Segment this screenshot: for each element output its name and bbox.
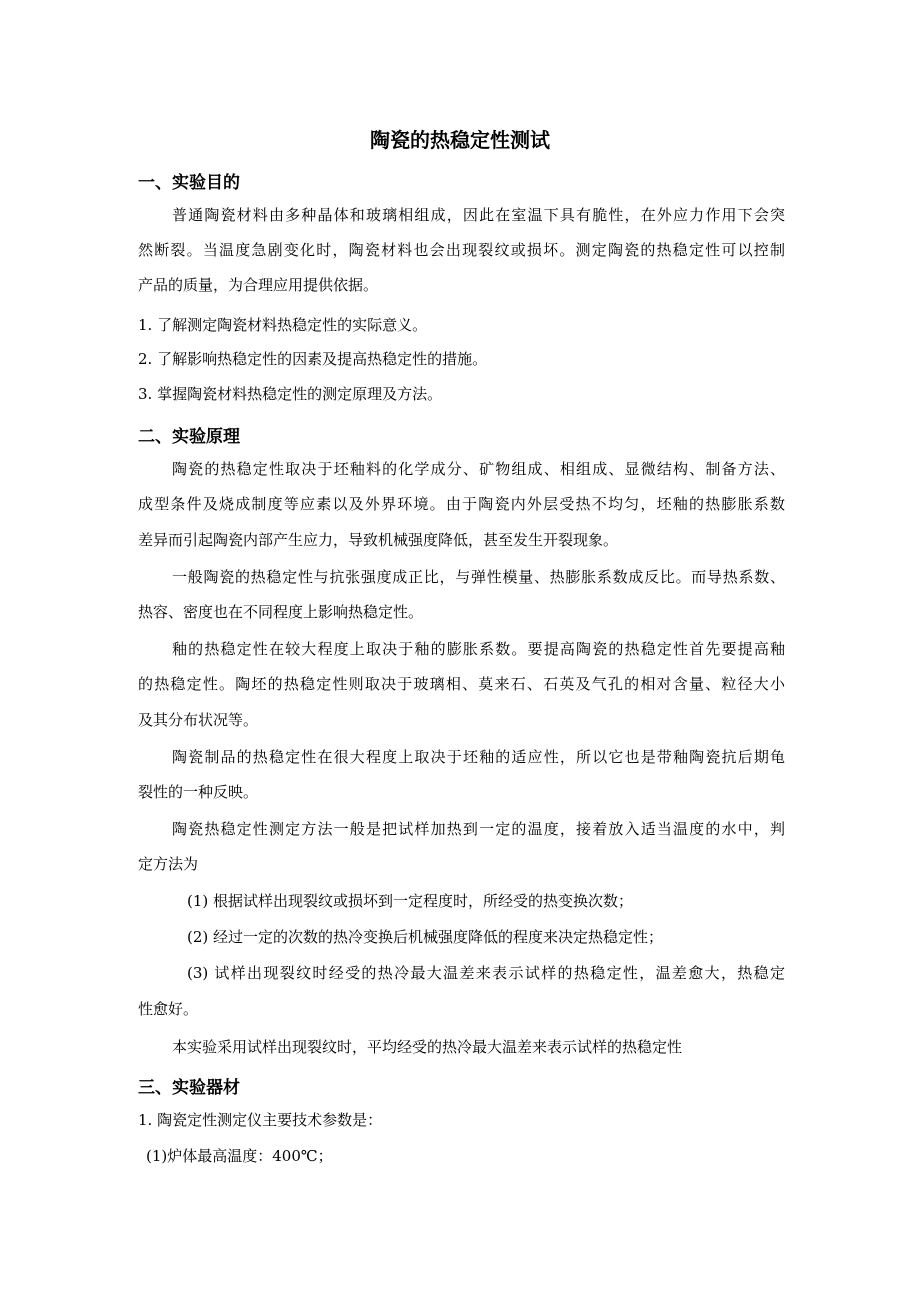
paragraph-line: 普通陶瓷材料由多种晶体和玻璃相组成，因此在室温下具有脆性，在外应力作用下会突 <box>172 206 785 224</box>
document-title: 陶瓷的热稳定性测试 <box>370 128 550 152</box>
paragraph-line: 陶瓷制品的热稳定性在很大程度上取决于坯釉的适应性，所以它也是带釉陶瓷抗后期龟 <box>172 748 785 766</box>
paragraph-line: 的热稳定性。陶坯的热稳定性则取决于玻璃相、莫来石、石英及气孔的相对含量、粒径大小 <box>138 675 785 693</box>
method-item: 性愈好。 <box>138 1000 199 1018</box>
list-item: 3. 掌握陶瓷材料热稳定性的测定原理及方法。 <box>138 385 443 403</box>
section-heading: 二、实验原理 <box>138 427 240 447</box>
paragraph-line: 产品的质量，为合理应用提供依据。 <box>138 276 379 294</box>
paragraph-line: 然断裂。当温度急剧变化时，陶瓷材料也会出现裂纹或损坏。测定陶瓷的热稳定性可以控制 <box>138 241 785 259</box>
paragraph-line: 及其分布状况等。 <box>138 711 259 729</box>
list-item: 2. 了解影响热稳定性的因素及提高热稳定性的措施。 <box>138 350 488 368</box>
paragraph-line: 差异而引起陶瓷内部产生应力，导致机械强度降低，甚至发生开裂现象。 <box>138 531 619 549</box>
method-item: (1) 根据试样出现裂纹或损坏到一定程度时，所经受的热变换次数； <box>187 892 634 910</box>
paragraph-line: 热容、密度也在不同程度上影响热稳定性。 <box>138 603 424 621</box>
paragraph-line: 一般陶瓷的热稳定性与抗张强度成正比，与弹性模量、热膨胀系数成反比。而导热系数、 <box>172 568 785 586</box>
paragraph-line: 定方法为 <box>138 855 199 873</box>
paragraph-line: 裂性的一种反映。 <box>138 783 259 801</box>
paragraph-line: 成型条件及烧成制度等应素以及外界环境。由于陶瓷内外层受热不均匀，坯釉的热膨胀系数 <box>138 495 785 513</box>
section-heading: 三、实验器材 <box>138 1078 240 1098</box>
method-item: (3) 试样出现裂纹时经受的热冷最大温差来表示试样的热稳定性，温差愈大，热稳定 <box>187 964 785 982</box>
paragraph-line: 本实验采用试样出现裂纹时，平均经受的热冷最大温差来表示试样的热稳定性 <box>172 1038 683 1056</box>
paragraph-line: 陶瓷的热稳定性取决于坯釉料的化学成分、矿物组成、相组成、显微结构、制备方法、 <box>172 460 785 478</box>
list-item: (1)炉体最高温度：400℃； <box>146 1147 333 1165</box>
paragraph-line: 陶瓷热稳定性测定方法一般是把试样加热到一定的温度，接着放入适当温度的水中，判 <box>172 820 785 838</box>
paragraph-line: 釉的热稳定性在较大程度上取决于釉的膨胀系数。要提高陶瓷的热稳定性首先要提高釉 <box>172 640 785 658</box>
section-heading: 一、实验目的 <box>138 173 240 193</box>
list-item: 1. 了解测定陶瓷材料热稳定性的实际意义。 <box>138 316 428 334</box>
method-item: (2) 经过一定的次数的热冷变换后机械强度降低的程度来决定热稳定性； <box>187 928 664 946</box>
list-item: 1. 陶瓷定性测定仪主要技术参数是： <box>138 1111 383 1129</box>
